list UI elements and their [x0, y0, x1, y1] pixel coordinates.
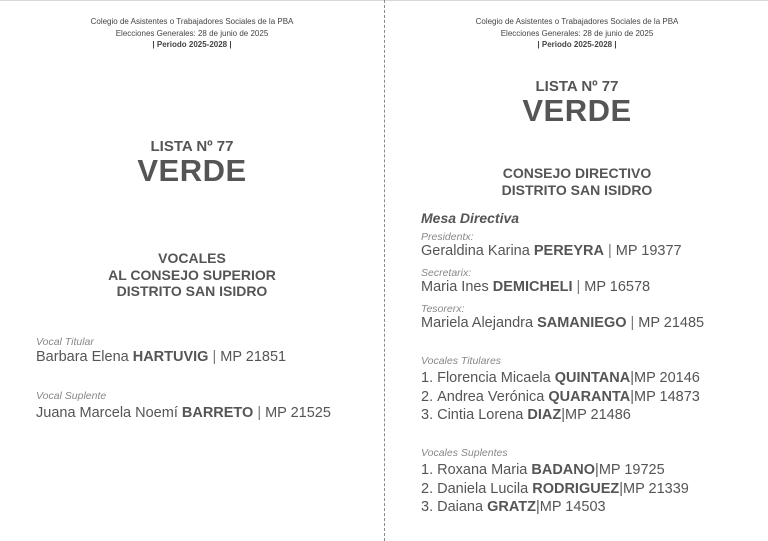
list-item	[421, 480, 689, 499]
lista-name: VERDE	[522, 93, 632, 128]
candidate-given-name: Andrea Verónica	[437, 388, 545, 405]
header-period: | Periodo 2025-2028 |	[537, 40, 617, 49]
separator: |	[595, 462, 599, 478]
candidate-given-name: Barbara Elena	[36, 349, 129, 365]
section-title-line: VOCALES	[158, 250, 226, 266]
candidate-surname: GRATZ	[487, 499, 536, 515]
vocales-suplentes-list	[421, 461, 689, 517]
candidate-mp: MP 14503	[539, 499, 606, 515]
candidate-given-name: Florencia Micaela	[437, 370, 551, 386]
separator: |	[212, 349, 217, 365]
section-title-vocales	[0, 250, 384, 300]
candidate-given-name: Mariela Alejandra	[421, 315, 534, 331]
candidate-given-name: Daniela Lucila	[437, 480, 529, 497]
candidate-given-name: Geraldina Karina	[421, 243, 530, 259]
list-item	[421, 498, 689, 517]
lista-heading	[0, 138, 384, 186]
candidate-given-name: Cintia Lorena	[437, 407, 524, 423]
separator: |	[535, 499, 540, 515]
candidate-given-name: Juana Marcela Noemí	[36, 405, 178, 421]
lista-number: LISTA Nº 77	[535, 78, 619, 95]
candidate-surname: HARTUVIG	[132, 349, 209, 365]
candidate-vocal-titular	[36, 349, 286, 365]
candidate-given-name: Roxana Maria	[437, 462, 528, 478]
candidate-vocal-suplente	[36, 405, 331, 421]
item-number: 1.	[421, 462, 434, 478]
list-item	[421, 388, 700, 407]
header-institution: Colegio de Asistentes o Trabajadores Sociales de la PBA	[475, 17, 679, 26]
candidate-mp: MP 14873	[634, 388, 700, 405]
list-item	[421, 369, 700, 388]
header-institution: Colegio de Asistentes o Trabajadores Sociales de la PBA	[90, 17, 294, 26]
header-election-date: Elecciones Generales: 28 de junio de 2025	[500, 28, 654, 38]
candidate-mp: MP 19377	[615, 243, 682, 259]
candidate-surname: SAMANIEGO	[537, 315, 627, 331]
role-label-presidente: Presidentx:	[421, 231, 474, 243]
candidate-tesorero	[421, 315, 704, 331]
vocales-titulares-label: Vocales Titulares	[421, 355, 502, 367]
candidate-surname: RODRIGUEZ	[532, 480, 620, 497]
role-label-vocal-titular: Vocal Titular	[36, 336, 94, 348]
candidate-surname: BARRETO	[181, 405, 254, 421]
candidate-presidente	[421, 243, 682, 259]
candidate-given-name: Daiana	[437, 499, 484, 515]
section-title-line: CONSEJO DIRECTIVO	[502, 165, 652, 181]
role-label-secretario: Secretarix:	[421, 267, 472, 279]
candidate-mp: MP 21486	[565, 407, 631, 423]
candidate-secretario	[421, 279, 650, 295]
lista-name: VERDE	[137, 153, 247, 188]
candidate-surname: QUINTANA	[554, 370, 631, 386]
separator: |	[576, 279, 581, 295]
candidate-surname: DEMICHELI	[492, 279, 573, 295]
role-label-vocal-suplente: Vocal Suplente	[36, 390, 107, 402]
header-election-date: Elecciones Generales: 28 de junio de 2025	[115, 28, 269, 38]
section-title-line: DISTRITO SAN ISIDRO	[116, 283, 268, 299]
ballot-header	[0, 16, 384, 51]
separator: |	[607, 243, 612, 259]
ballot-header	[386, 16, 768, 51]
separator: |	[630, 370, 634, 386]
candidate-mp: MP 21339	[623, 480, 689, 497]
section-title-line: DISTRITO SAN ISIDRO	[501, 181, 653, 198]
candidate-mp: MP 20146	[634, 370, 700, 386]
list-item	[421, 406, 700, 425]
section-title-line: AL CONSEJO SUPERIOR	[108, 266, 276, 283]
item-number: 2.	[421, 388, 434, 405]
vocales-suplentes-label: Vocales Suplentes	[421, 447, 508, 459]
lista-heading	[386, 78, 768, 126]
item-number: 2.	[421, 480, 434, 497]
candidate-mp: MP 16578	[584, 279, 651, 295]
candidate-mp: MP 21525	[265, 405, 331, 421]
mesa-directiva-title: Mesa Directiva	[421, 210, 520, 226]
header-period: | Periodo 2025-2028 |	[152, 40, 232, 49]
separator: |	[619, 480, 623, 497]
lista-number: LISTA Nº 77	[150, 138, 234, 155]
candidate-surname: QUARANTA	[548, 388, 631, 405]
role-label-tesorero: Tesorerx:	[421, 303, 465, 315]
separator: |	[257, 405, 262, 421]
item-number: 3.	[421, 407, 434, 423]
item-number: 1.	[421, 370, 434, 386]
candidate-surname: BADANO	[531, 462, 596, 478]
candidate-given-name: Maria Ines	[421, 279, 489, 295]
candidate-surname: PEREYRA	[533, 243, 604, 259]
separator: |	[561, 407, 565, 423]
ballot-right-panel	[386, 0, 768, 541]
cut-line-divider	[384, 0, 385, 541]
separator: |	[630, 315, 635, 331]
list-item	[421, 461, 689, 480]
candidate-mp: MP 19725	[598, 462, 665, 478]
candidate-mp: MP 21485	[638, 315, 705, 331]
section-title-consejo	[386, 165, 768, 198]
vocales-titulares-list	[421, 369, 700, 425]
item-number: 3.	[421, 499, 434, 515]
candidate-surname: DIAZ	[527, 407, 562, 423]
separator: |	[630, 388, 635, 405]
candidate-mp: MP 21851	[220, 349, 287, 365]
